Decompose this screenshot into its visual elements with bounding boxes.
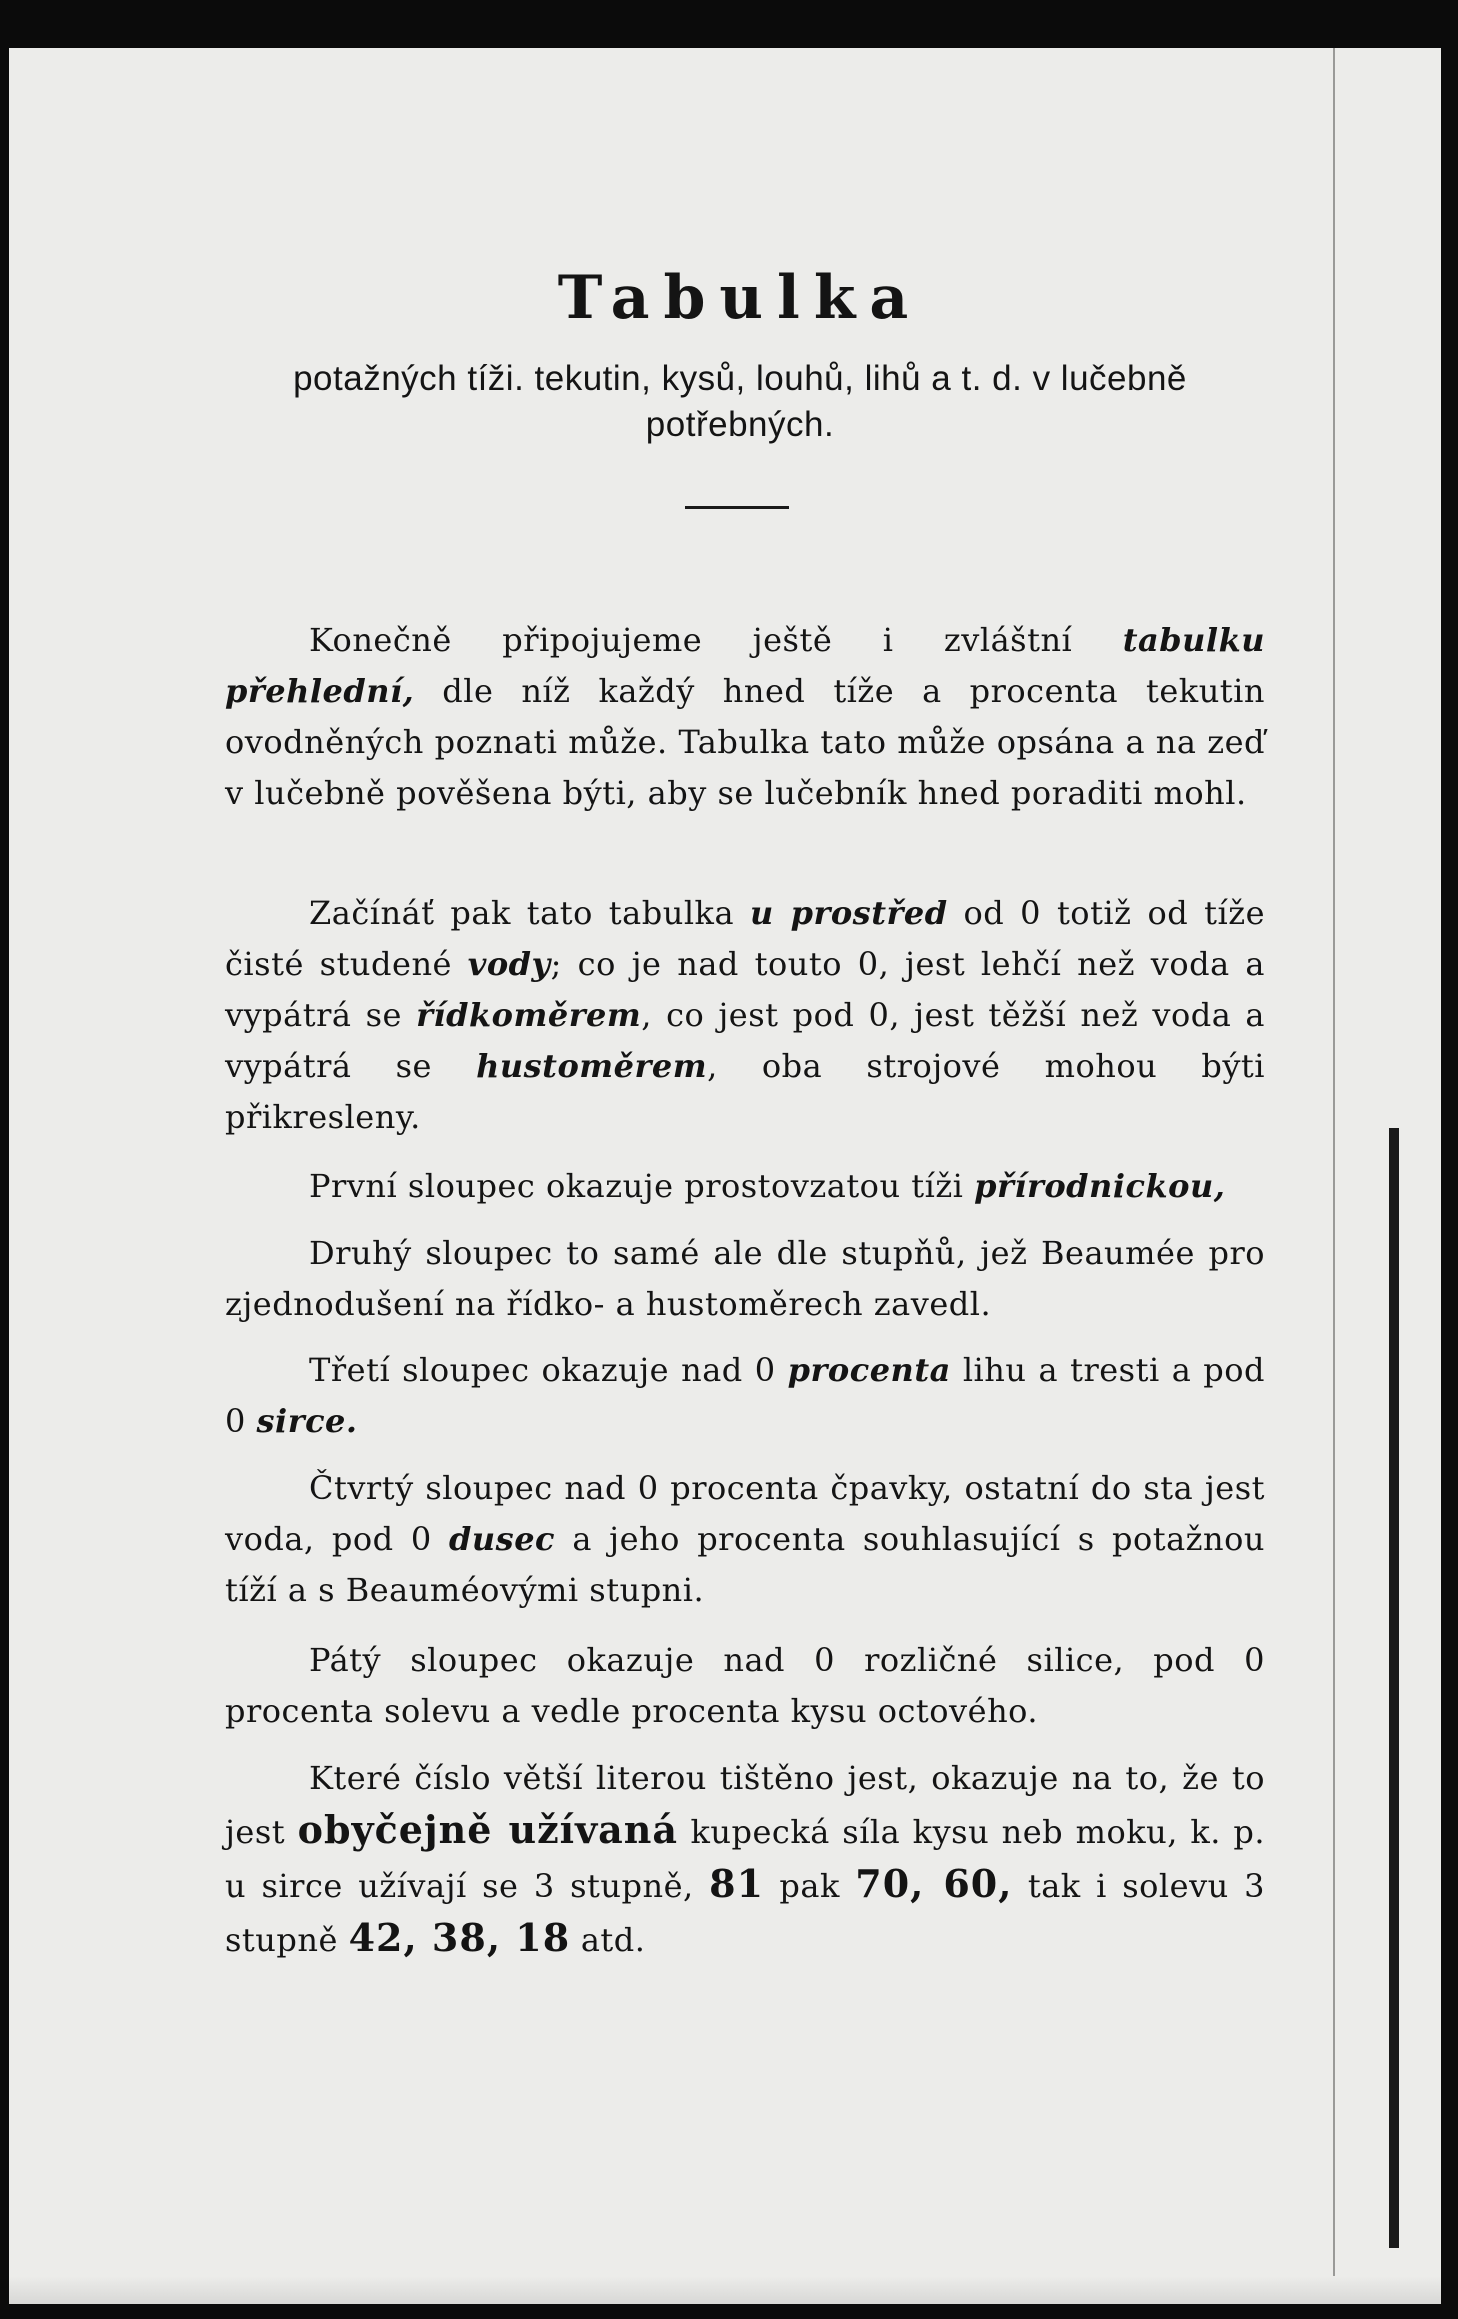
emphasized-value: obyčejně užívaná xyxy=(297,1807,679,1852)
text-run: od 0 totiž od tíže čisté studené xyxy=(225,894,1266,983)
paragraph-intro xyxy=(225,615,1265,819)
paragraph-column-1 xyxy=(225,1161,1265,1212)
paragraph-column-3 xyxy=(225,1345,1265,1447)
emphasized-value: 42, 38, 18 xyxy=(348,1915,571,1960)
paragraph-column-4 xyxy=(225,1463,1265,1616)
italic-term: vody xyxy=(467,945,551,983)
page-subtitle: potažných tíži. tekutin, kysů, louhů, lihů a t. d. v lučebně potřebných. xyxy=(293,359,1187,444)
paragraph-column-5 xyxy=(225,1635,1265,1737)
page-title: Tabulka xyxy=(557,263,923,333)
text-run: dle níž každý hned tíže a procenta tekutin ovodněných poznati může. Tabulka tato může opsána a na zeď v lučebně pověšena býti, aby se lučebník hned poraditi mohl. xyxy=(225,672,1265,812)
text-run: Které číslo větší literou tištěno jest, okazuje na to, že to jest xyxy=(225,1759,1265,1851)
text-run: Pátý sloupec okazuje nad 0 rozličné silice, pod 0 procenta solevu a vedle procenta kysu octového. xyxy=(225,1641,1265,1730)
paragraph-column-2 xyxy=(225,1228,1265,1330)
text-run: Konečně připojujeme ještě i zvláštní xyxy=(309,621,1123,659)
paragraph-note xyxy=(225,1753,1265,1966)
page-spine-line xyxy=(1333,48,1335,2304)
text-run: Čtvrtý sloupec nad 0 procenta čpavky, ostatní do sta jest voda, pod 0 xyxy=(225,1469,1265,1558)
italic-term: procenta xyxy=(787,1351,951,1389)
text-run: , oba strojové mohou býti přikresleny. xyxy=(225,1047,1266,1136)
text-run: a jeho procenta souhlasující s potažnou tíží a s Beauméovými stupni. xyxy=(225,1520,1266,1609)
text-run: pak xyxy=(764,1867,856,1905)
italic-term: sirce. xyxy=(256,1402,358,1440)
text-run: lihu a tresti a pod 0 xyxy=(225,1351,1265,1440)
italic-term: tabulku přehlední, xyxy=(225,621,1265,710)
text-run: , co jest pod 0, jest těžší než voda a vypátrá se xyxy=(225,996,1265,1085)
text-run: Druhý sloupec to samé ale dle stupňů, jež Beaumée pro zjednodušení na řídko- a hustoměrech zavedl. xyxy=(225,1234,1265,1323)
text-run: tak i solevu 3 stupně xyxy=(225,1867,1266,1959)
text-run: Třetí sloupec okazuje nad 0 xyxy=(309,1351,788,1389)
italic-term: přírodnickou, xyxy=(974,1167,1226,1205)
italic-term: řídkoměrem xyxy=(416,996,642,1034)
emphasized-value: 70, 60, xyxy=(855,1861,1013,1906)
emphasized-value: 81 xyxy=(709,1861,765,1906)
text-run: atd. xyxy=(570,1921,646,1959)
text-run: kupecká síla kysu neb moku, k. p. u sirce užívají se 3 stupně, xyxy=(225,1813,1265,1905)
page-edge-shadow xyxy=(1389,1128,1399,2248)
italic-term: u prostřed xyxy=(749,894,948,932)
paragraph-table-start xyxy=(225,888,1265,1143)
text-run: ; co je nad touto 0, jest lehčí než voda a vypátrá se xyxy=(225,945,1265,1034)
title-divider xyxy=(685,506,789,509)
italic-term: dusec xyxy=(449,1520,556,1558)
page-bottom-shade xyxy=(9,2276,1441,2304)
text-run: Začínáť pak tato tabulka xyxy=(309,894,750,932)
document-page xyxy=(9,48,1441,2304)
italic-term: hustoměrem xyxy=(476,1047,708,1085)
text-run: První sloupec okazuje prostovzatou tíži xyxy=(309,1167,975,1205)
